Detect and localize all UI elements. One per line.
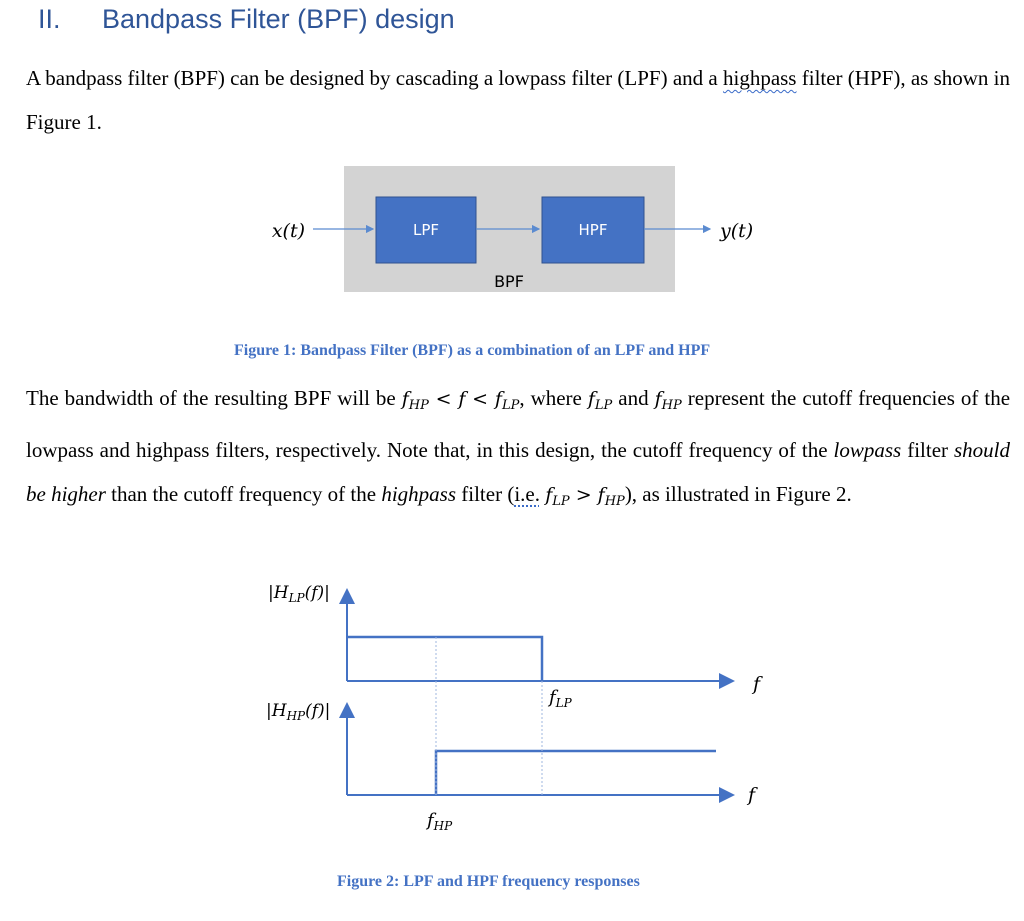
lpf-label: LPF: [412, 221, 440, 239]
ineq-lt-1: <: [428, 388, 459, 410]
where-f-lp: $f_{LP}$: [587, 388, 613, 413]
p2-text-6: than the cutoff frequency of the: [105, 482, 382, 506]
hpf-label: HPF: [578, 221, 608, 239]
p2-text-1: The bandwidth of the resulting BPF will be: [26, 386, 402, 410]
figure2-caption: Figure 2: LPF and HPF frequency responses: [337, 873, 640, 890]
lowpass-italic: lowpass: [833, 438, 902, 462]
ineq-f: f: [458, 388, 466, 410]
p2-text-9: ), as illustrated in Figure 2.: [624, 482, 852, 506]
intro-text-1: A bandpass filter (BPF) can be designed by cascading a lowpass filter (LPF) and a: [26, 66, 723, 90]
section-title: Bandpass Filter (BPF) design: [102, 4, 455, 34]
ineq-f-lp: $f_{LP}$: [494, 388, 520, 413]
p2-text-4: represent the cutoff frequencies of the lowpass and highpass filters, respectively. Note that, in this design, the cutoff frequency of the: [26, 386, 1011, 462]
where-f-hp: $f_{HP}$: [654, 388, 682, 413]
cmp-gt: >: [569, 484, 598, 506]
p2-text-7: filter (: [456, 482, 515, 506]
lp-magnitude-label: $|H_{LP}(f)|$: [268, 583, 330, 605]
f-axis-label-top: f: [753, 673, 761, 695]
input-label: x(t): [271, 220, 305, 242]
f-lp-label: $f_{LP}$: [549, 687, 572, 710]
p2-text-5: filter: [901, 438, 954, 462]
f-hp-label: $f_{HP}$: [427, 810, 453, 833]
highpass-italic: highpass: [381, 482, 457, 506]
intro-highpass-word: highpass: [722, 66, 797, 90]
figure1-caption: Figure 1: Bandpass Filter (BPF) as a combination of an LPF and HPF: [234, 342, 711, 359]
figure1-block-diagram: [0, 0, 1024, 330]
cmp-f-lp: $f_{LP}$: [545, 484, 570, 509]
intro-text-2: filter (HPF), as shown in Figure 1.: [26, 66, 1010, 134]
f-axis-label-bottom: f: [748, 784, 756, 806]
hp-response: [436, 751, 716, 795]
ineq-f-hp: $f_{HP}$: [401, 388, 429, 413]
output-label: y(t): [720, 220, 754, 242]
should-be-higher-italic: should be higher: [26, 438, 1010, 506]
p2-text-3: and: [612, 386, 655, 410]
hp-magnitude-label: $|H_{HP}(f)|$: [266, 701, 331, 723]
ineq-lt-2: <: [465, 388, 495, 410]
p2-text-2: , where: [519, 386, 588, 410]
lp-response: [347, 637, 542, 681]
bpf-label: BPF: [494, 272, 524, 291]
cmp-f-hp: $f_{HP}$: [597, 484, 625, 509]
ie-abbrev: i.e.: [514, 482, 540, 506]
section-number: II.: [38, 4, 61, 34]
bandwidth-paragraph: [26, 376, 1010, 524]
